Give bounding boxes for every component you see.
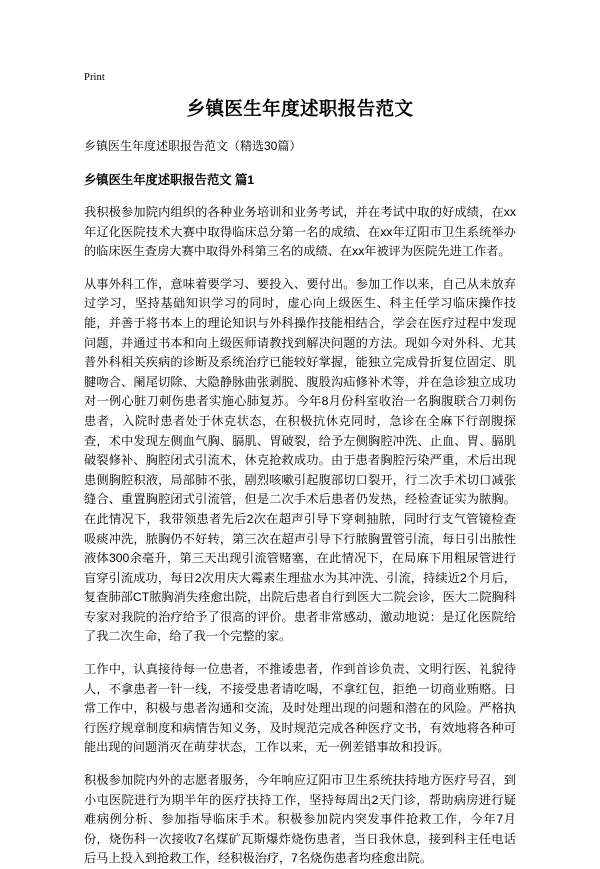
section-heading: 乡镇医生年度述职报告范文 篇1: [84, 173, 255, 187]
body-paragraph: 从事外科工作，意味着要学习、要投入、要付出。参加工作以来，自己从未放弃过学习，坚持基础知识学习的同时，虚心向上级医生、科主任学习临床操作技能，并善于将书本上的理论知识与外科操作技能相结合，学会在医疗过程中发现问题，并通过书本和向上级医师请教找到解决问题的方法。现如今对外科、尤其普外科相关疾病的诊断及系统治疗已能较好掌握，能独立完成骨折复位固定、肌腱吻合、阑尾切除、大隐静脉曲张剥脱、腹股沟疝修补术等，并在急诊独立成功对一例心脏刀刺伤患者实施心肺复苏。今年8月份科室收治一名胸腹联合刀刺伤患者，入院时患者处于休克状态，在积极抗休克同时，急诊在全麻下行剖腹探查，术中发现左侧血气胸、膈肌、胃破裂，给予左侧胸腔冲洗、止血、胃、膈肌破裂修补、胸腔闭式引流术，休克抢救成功。由于患者胸腔污染严重，术后出现患侧胸腔积液，局部肺不张，剧烈咳嗽引起腹部切口裂开，行二次手术切口减张缝合、重置胸腔闭式引流管，但是二次手术后患者仍发热，经检查证实为脓胸。在此情况下，我带领患者先后2次在超声引导下穿刺抽脓，同时行支气管镜检查吸痰冲洗，脓胸仍不好转，第三次在超声引导下行脓胸置管引流，每日引出脓性液体300余毫升，第三天出现引流管赌塞，在此情况下，在局麻下用粗尿管进行盲穿引流成功，每日2次用庆大霉素生理盐水为其冲洗、引流，持续近2个月后，复查肺部CT脓胸消失痊愈出院，出院后患者自行到医大二院会诊，医大二院胸科专家对我院的治疗给予了很高的评价。患者非常感动，激动地说：是辽化医院给了我二次生命，给了我一个完整的家。: [84, 276, 516, 644]
print-button[interactable]: Print: [84, 72, 105, 83]
print-toolbar: [84, 69, 105, 83]
document-body: [84, 96, 516, 869]
body-paragraph: 积极参加院内外的志愿者服务，今年响应辽阳市卫生系统扶持地方医疗号召，到小屯医院进行为期半年的医疗扶持工作，坚持每周出2天门诊，帮助病房进行疑难病例分析、参加指导临床手术。积极参加院内突发事件抢救工作，今年7月份，烧伤科一次接收7名煤矿瓦斯爆炸烧伤患者，当日我休息，接到科主任电话后马上投入到抢救工作，经积极治疗，7名烧伤患者均痊愈出院。: [84, 773, 516, 866]
document-subtitle: 乡镇医生年度述职报告范文（精选30篇）: [84, 139, 302, 153]
body-paragraph: 我积极参加院内组织的各种业务培训和业务考试，并在考试中取的好成绩，在xx年辽化医院技术大赛中取得临床总分第一名的成绩、在xx年辽阳市卫生系统举办的临床医生查房大赛中取得外科第三名的成绩、在xx年被评为医院先进工作者。: [84, 205, 516, 259]
body-paragraph: 工作中，认真接待每一位患者，不推诿患者，作到首诊负责、文明行医、礼貌待人，不拿患者一针一线，不接受患者请吃喝，不拿红包，拒绝一切商业贿赂。日常工作中，积极与患者沟通和交流，及时处理出现的问题和潜在的风险。严格执行医疗规章制度和病情告知义务，及时规范完成各种医疗文书，有效地将各种可能出现的问题消灭在萌芽状态，工作以来，无一例差错事故和投诉。: [84, 662, 516, 755]
page-title: 乡镇医生年度述职报告范文: [186, 98, 414, 119]
